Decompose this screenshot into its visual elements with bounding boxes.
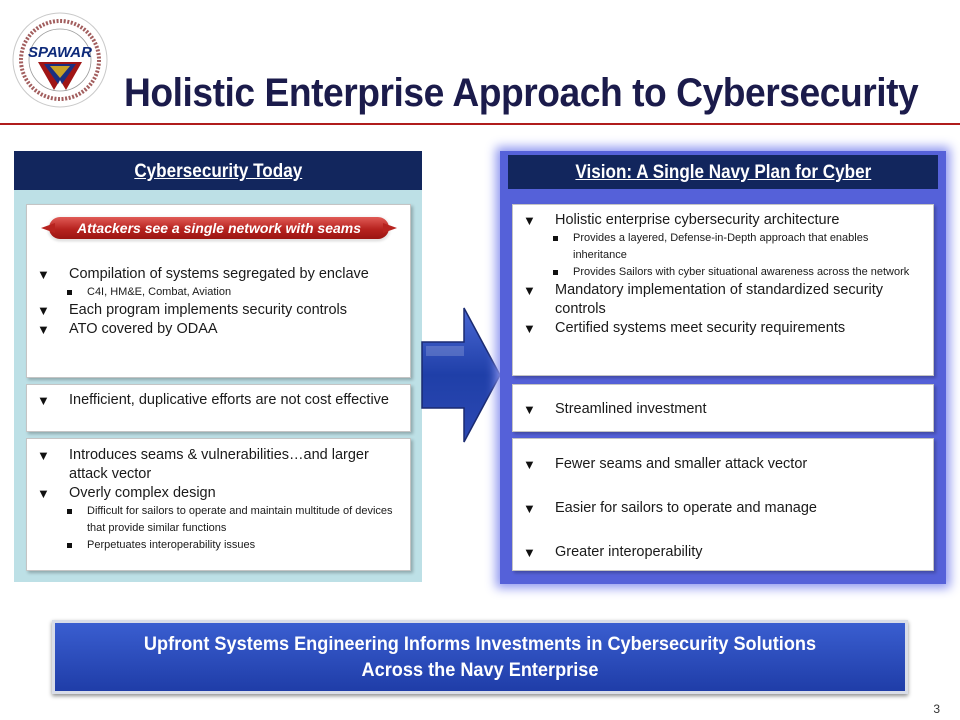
sub-list-item: Provides a layered, Defense-in-Depth approach that enables inheritance xyxy=(543,230,925,264)
list-item: ▼ Greater interoperability xyxy=(513,543,925,562)
list-item: ▼ Certified systems meet security requirements xyxy=(513,319,925,338)
cybersecurity-today-panel xyxy=(14,151,422,582)
conclusion-line-2: Across the Navy Enterprise xyxy=(361,659,599,681)
list-item: ▼ Fewer seams and smaller attack vector xyxy=(513,455,925,474)
list-item-text: Holistic enterprise cybersecurity architecture xyxy=(555,212,840,228)
list-item xyxy=(27,265,407,301)
list-item: ▼ Inefficient, duplicative efforts are not cost effective xyxy=(27,391,399,410)
list-item xyxy=(27,484,399,554)
today-box-cost xyxy=(26,384,411,432)
panel-title-vision: Vision: A Single Navy Plan for Cyber xyxy=(575,162,871,183)
spawar-logo-text: SPAWAR xyxy=(28,44,92,61)
panel-header-vision xyxy=(508,155,938,189)
today-box-complexity xyxy=(26,438,411,571)
today-list-cost xyxy=(27,391,399,410)
list-item: ▼ Streamlined investment xyxy=(513,400,925,419)
list-item-text: Compilation of systems segregated by enclave xyxy=(69,266,369,282)
vision-panel xyxy=(500,151,946,584)
title-divider xyxy=(0,123,960,125)
sub-list-item: Provides Sailors with cyber situational awareness across the network xyxy=(543,264,925,281)
list-item xyxy=(513,211,925,281)
conclusion-line-1: Upfront Systems Engineering Informs Investments in Cybersecurity Solutions xyxy=(143,633,817,655)
sub-list-item: C4I, HM&E, Combat, Aviation xyxy=(57,284,407,301)
page-title: Holistic Enterprise Approach to Cybersecurity xyxy=(124,71,919,115)
today-list-complexity xyxy=(27,446,399,554)
list-item-text: Overly complex design xyxy=(69,485,216,501)
vision-list-architecture xyxy=(513,211,925,338)
right-arrow-icon xyxy=(420,306,502,444)
list-item: ▼ ATO covered by ODAA xyxy=(27,320,407,339)
list-item: ▼ Mandatory implementation of standardized security controls xyxy=(513,281,925,319)
conclusion-banner xyxy=(52,620,908,694)
sub-list-item: Perpetuates interoperability issues xyxy=(57,537,399,554)
spawar-seal-logo xyxy=(10,10,110,110)
panel-title-today: Cybersecurity Today xyxy=(134,161,302,182)
vision-list-benefits xyxy=(513,455,925,562)
page-number: 3 xyxy=(933,702,940,716)
today-list-structure xyxy=(27,265,407,339)
vision-box-architecture xyxy=(512,204,934,376)
vision-list-investment xyxy=(513,400,925,419)
list-item: ▼ Easier for sailors to operate and manage xyxy=(513,499,925,518)
list-item: ▼ Each program implements security controls xyxy=(27,301,407,320)
today-box-structure xyxy=(26,204,411,378)
attackers-seams-banner: Attackers see a single network with seams xyxy=(49,217,389,239)
vision-box-investment xyxy=(512,384,934,432)
panel-header-today xyxy=(14,151,422,190)
sub-list-item: Difficult for sailors to operate and maintain multitude of devices that provide similar functions xyxy=(57,503,399,537)
vision-box-benefits xyxy=(512,438,934,571)
list-item: ▼ Introduces seams & vulnerabilities…and larger attack vector xyxy=(27,446,399,484)
